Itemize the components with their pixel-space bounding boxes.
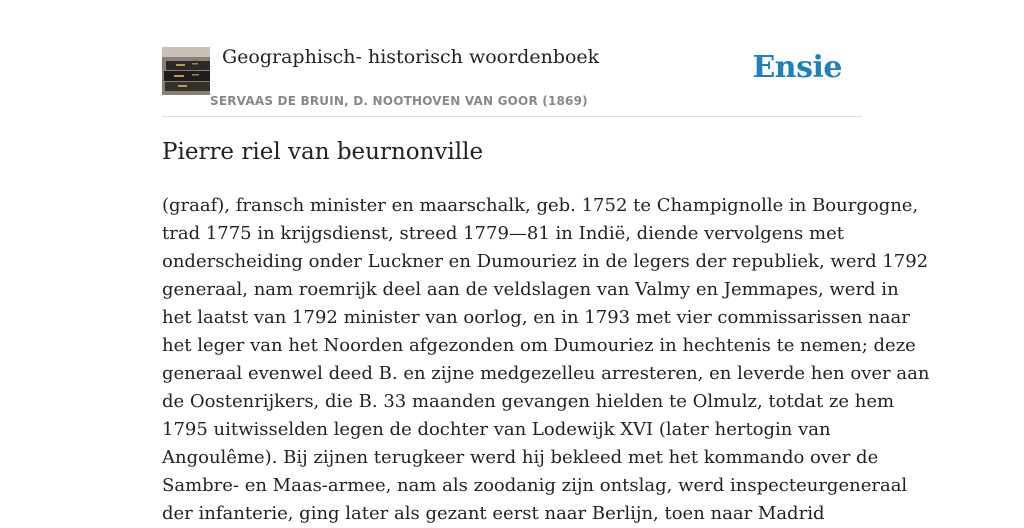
entry-line: onderscheiding onder Luckner en Dumouriez in de legers der republiek, werd 1792	[162, 251, 929, 272]
entry-title: Pierre riel van beurnonville	[162, 139, 484, 165]
book-spines-icon[interactable]	[162, 47, 210, 95]
entry-line: generaal, nam roemrijk deel aan de veldslagen van Valmy en Jemmapes, werd in	[162, 279, 899, 300]
entry-body	[162, 192, 930, 528]
book-authors[interactable]: SERVAAS DE BRUIN, D. NOOTHOVEN VAN GOOR (1869)	[210, 94, 588, 108]
entry-line: (graaf), fransch minister en maarschalk, geb. 1752 te Champignolle in Bourgogne,	[162, 195, 919, 216]
ensie-logo[interactable]: Ensie	[752, 50, 842, 85]
entry-line: de Oostenrijkers, die B. 33 maanden gevangen hielden te Olmulz, totdat ze hem	[162, 391, 895, 412]
entry-line: trad 1775 in krijgsdienst, streed 1779—81 in Indië, diende vervolgens met	[162, 223, 844, 244]
book-title[interactable]: Geographisch- historisch woordenboek	[222, 46, 600, 68]
header	[162, 0, 862, 117]
entry-line: der infanterie, ging later als gezant eerst naar Berlijn, toen naar Madrid	[162, 503, 825, 524]
entry-line: Sambre- en Maas-armee, nam als zoodanig zijn ontslag, werd inspecteurgeneraal	[162, 475, 908, 496]
entry-line: het leger van het Noorden afgezonden om Dumouriez in hechtenis te nemen; deze	[162, 335, 916, 356]
entry-line: het laatst van 1792 minister van oorlog, en in 1793 met vier commissarissen naar	[162, 307, 910, 328]
entry-line: generaal evenwel deed B. en zijne medgezelleu arresteren, en leverde hen over aan	[162, 363, 930, 384]
entry-line: 1795 uitwisselden legen de dochter van Lodewijk XVI (later hertogin van	[162, 419, 831, 440]
entry-line: Angoulême). Bij zijnen terugkeer werd hij bekleed met het kommando over de	[162, 447, 879, 468]
